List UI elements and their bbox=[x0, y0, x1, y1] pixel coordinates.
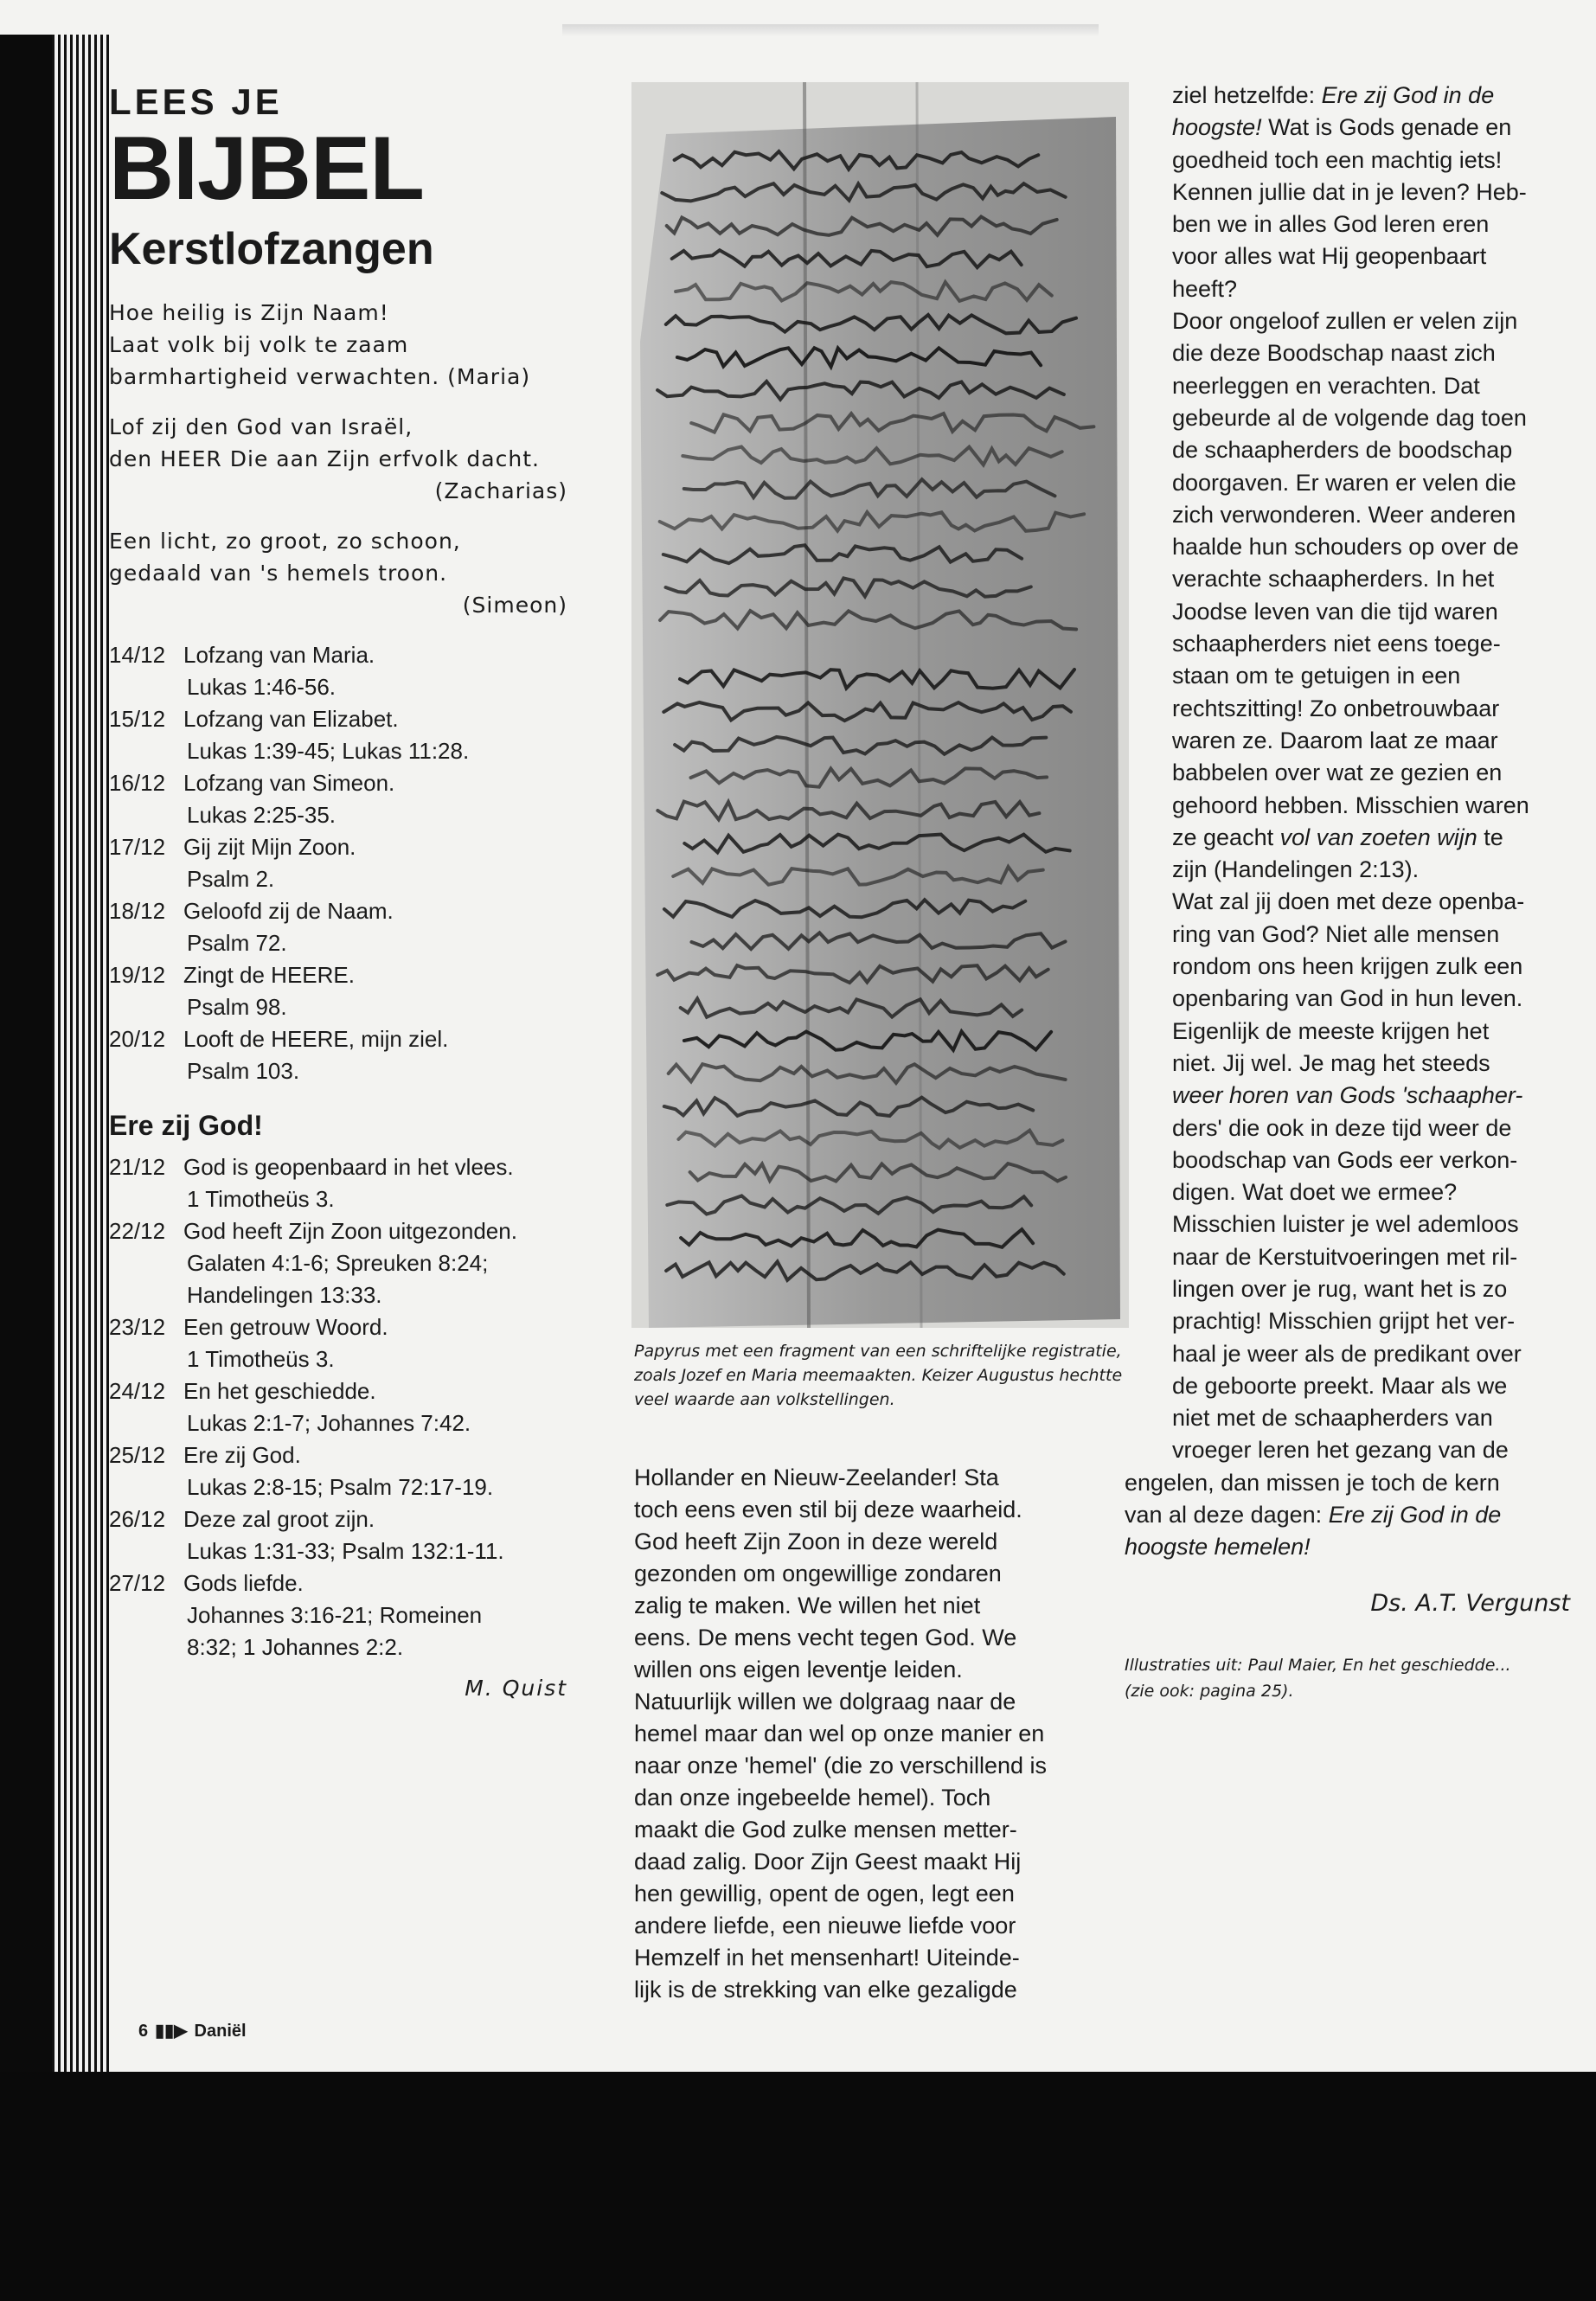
arrow-right-icon: ▮▮▶ bbox=[155, 2022, 188, 2041]
text-line: willen ons eigen leventje leiden. bbox=[634, 1657, 963, 1682]
text-line: eens. De mens vecht tegen God. We bbox=[634, 1625, 1017, 1650]
author-signature-2: Ds. A.T. Vergunst bbox=[1370, 1590, 1570, 1617]
reading-schedule-2 bbox=[109, 1151, 567, 1663]
text-line: vroeger leren het gezang van de bbox=[1172, 1437, 1509, 1464]
text-line: rondom ons heen krijgen zulk een bbox=[1172, 953, 1523, 980]
text-line: Joodse leven van die tijd waren bbox=[1172, 598, 1498, 625]
section-kicker: LEES JE bbox=[109, 81, 283, 122]
reading-reference: 1 Timotheüs 3. bbox=[187, 1346, 335, 1372]
text-line: hemel maar dan wel op onze manier en bbox=[634, 1721, 1045, 1747]
magazine-name: Daniël bbox=[194, 2022, 247, 2041]
reading-item bbox=[109, 895, 567, 959]
poem-line: den HEER Die aan Zijn erfvolk dacht. bbox=[109, 446, 540, 471]
reading-title: Lofzang van Elizabet. bbox=[183, 706, 399, 732]
reading-item bbox=[109, 1215, 567, 1311]
article-subtitle: Kerstlofzangen bbox=[109, 224, 434, 274]
text-line: Hollander en Nieuw-Zeelander! Sta bbox=[634, 1465, 999, 1490]
text-line: Misschien luister je wel ademloos bbox=[1172, 1211, 1519, 1238]
text-line: haal je weer als de predikant over bbox=[1172, 1340, 1522, 1367]
text-line: niet. Jij wel. Je mag het steeds bbox=[1172, 1049, 1490, 1076]
page-footer bbox=[138, 2020, 247, 2041]
reading-body bbox=[183, 1567, 567, 1663]
text-line: andere liefde, een nieuwe liefde voor bbox=[634, 1913, 1016, 1939]
poem bbox=[109, 297, 567, 621]
reading-body bbox=[183, 895, 567, 959]
text-line: engelen, dan missen je toch de kern bbox=[1125, 1469, 1500, 1496]
right-column-text bbox=[1125, 80, 1579, 1564]
text-line: digen. Wat doet we ermee? bbox=[1172, 1179, 1458, 1206]
text-line: prachtig! Misschien grijpt het ver- bbox=[1172, 1308, 1516, 1335]
reading-title: Zingt de HEERE. bbox=[183, 962, 355, 988]
reading-reference: Psalm 72. bbox=[187, 930, 287, 956]
text-line: lingen over je rug, want het is zo bbox=[1172, 1275, 1508, 1302]
text-line: daad zalig. Door Zijn Geest maakt Hij bbox=[634, 1849, 1022, 1875]
reading-body bbox=[183, 1151, 567, 1215]
reading-date: 22/12 bbox=[109, 1218, 166, 1244]
reading-reference: Lukas 1:46-56. bbox=[187, 674, 337, 700]
reading-item bbox=[109, 639, 567, 703]
reading-reference: Lukas 1:31-33; Psalm 132:1-11. bbox=[187, 1538, 504, 1564]
text-line: haalde hun schouders op over de bbox=[1172, 534, 1519, 561]
reading-reference: 1 Timotheüs 3. bbox=[187, 1186, 335, 1212]
reading-title: Geloofd zij de Naam. bbox=[183, 898, 394, 924]
text-line: schaapherders niet eens toege- bbox=[1172, 631, 1501, 657]
reading-body bbox=[183, 767, 567, 831]
text-line: rechtszitting! Zo onbetrouwbaar bbox=[1172, 695, 1500, 721]
reading-item bbox=[109, 1503, 567, 1567]
text-line: toch eens even stil bij deze waarheid. bbox=[634, 1497, 1022, 1522]
reading-reference: Lukas 1:39-45; Lukas 11:28. bbox=[187, 738, 470, 764]
reading-title: Een getrouw Woord. bbox=[183, 1314, 388, 1340]
reading-reference: Psalm 103. bbox=[187, 1058, 300, 1084]
reading-reference: Galaten 4:1-6; Spreuken 8:24; bbox=[187, 1250, 489, 1276]
reading-item bbox=[109, 1311, 567, 1375]
reading-title: Deze zal groot zijn. bbox=[183, 1506, 375, 1532]
scan-border bbox=[0, 2072, 1596, 2301]
reading-title: Ere zij God. bbox=[183, 1442, 301, 1468]
poem-stanza-maria bbox=[109, 297, 567, 393]
left-column bbox=[109, 82, 567, 1701]
reading-body bbox=[183, 1215, 567, 1311]
page-stack-edge bbox=[52, 35, 109, 2076]
photo-caption: Papyrus met een fragment van een schriftelijke registratie, zoals Jozef en Maria meemaakten. Keizer Augustus hechtte veel waarde aan volkstellingen. bbox=[634, 1342, 1123, 1409]
text-line: zich verwonderen. Weer anderen bbox=[1172, 501, 1516, 528]
reading-item bbox=[109, 767, 567, 831]
illustration-credits bbox=[1125, 1652, 1566, 1704]
reading-item bbox=[109, 1567, 567, 1663]
text-line: babbelen over wat ze gezien en bbox=[1172, 760, 1503, 786]
credits-line: Illustraties uit: Paul Maier, En het geschiedde... bbox=[1125, 1656, 1511, 1675]
reading-date: 23/12 bbox=[109, 1314, 166, 1340]
page-shadow bbox=[562, 24, 1099, 36]
poem-credit: (Zacharias) bbox=[434, 478, 567, 503]
text-line: hoogste hemelen! bbox=[1125, 1534, 1311, 1561]
text-line: zijn (Handelingen 2:13). bbox=[1172, 856, 1420, 883]
poem-line: Hoe heilig is Zijn Naam! bbox=[109, 300, 389, 325]
text-line: God heeft Zijn Zoon in deze wereld bbox=[634, 1529, 998, 1554]
reading-date: 14/12 bbox=[109, 642, 166, 668]
text-line: boodschap van Gods eer verkon- bbox=[1172, 1146, 1518, 1173]
poem-line: gedaald van 's hemels troon. bbox=[109, 561, 448, 586]
section-heading: Ere zij God! bbox=[109, 1110, 263, 1141]
reading-date: 16/12 bbox=[109, 770, 166, 796]
reading-reference: 8:32; 1 Johannes 2:2. bbox=[187, 1634, 404, 1660]
poem-line: Laat volk bij volk te zaam bbox=[109, 332, 409, 357]
papyrus-photo bbox=[631, 82, 1129, 1328]
text-line: zalig te maken. We willen het niet bbox=[634, 1593, 981, 1618]
reading-reference: Johannes 3:16-21; Romeinen bbox=[187, 1602, 483, 1628]
reading-title: God heeft Zijn Zoon uitgezonden. bbox=[183, 1218, 517, 1244]
reading-body bbox=[183, 1439, 567, 1503]
reading-body bbox=[183, 1375, 567, 1439]
text-line: hen gewillig, opent de ogen, legt een bbox=[634, 1881, 1015, 1907]
reading-date: 17/12 bbox=[109, 834, 166, 860]
text-line: staan om te getuigen in een bbox=[1172, 663, 1461, 689]
text-line: ders' die ook in deze tijd weer de bbox=[1172, 1114, 1512, 1141]
text-line: van al deze dagen: Ere zij God in de bbox=[1125, 1502, 1502, 1529]
reading-reference: Psalm 98. bbox=[187, 994, 287, 1020]
reading-body bbox=[183, 1311, 567, 1375]
page-number: 6 bbox=[138, 2022, 149, 2041]
text-line: ben we in alles God leren eren bbox=[1172, 211, 1490, 238]
text-line: openbaring van God in hun leven. bbox=[1172, 985, 1523, 1012]
reading-title: Lofzang van Simeon. bbox=[183, 770, 395, 796]
poem-stanza-simeon bbox=[109, 525, 567, 621]
reading-title: En het geschiedde. bbox=[183, 1378, 376, 1404]
text-line: dan onze ingebeelde hemel). Toch bbox=[634, 1785, 991, 1811]
poem-line: Een licht, zo groot, zo schoon, bbox=[109, 529, 461, 554]
text-line: Kennen jullie dat in je leven? Heb- bbox=[1172, 178, 1527, 205]
text-line: goedheid toch een machtig iets! bbox=[1172, 146, 1503, 173]
reading-body bbox=[183, 1023, 567, 1087]
text-line: maakt die God zulke mensen metter- bbox=[634, 1817, 1017, 1843]
reading-date: 18/12 bbox=[109, 898, 166, 924]
reading-item bbox=[109, 959, 567, 1023]
reading-item bbox=[109, 1375, 567, 1439]
text-line: de geboorte preekt. Maar als we bbox=[1172, 1372, 1508, 1399]
reading-date: 25/12 bbox=[109, 1442, 166, 1468]
reading-date: 24/12 bbox=[109, 1378, 166, 1404]
author-signature: M. Quist bbox=[465, 1676, 567, 1701]
text-line: naar onze 'hemel' (die zo verschillend is bbox=[634, 1753, 1048, 1779]
reading-body bbox=[183, 959, 567, 1023]
text-line: waren ze. Daarom laat ze maar bbox=[1172, 727, 1498, 753]
reading-date: 26/12 bbox=[109, 1506, 166, 1532]
reading-title: Gods liefde. bbox=[183, 1570, 304, 1596]
text-line: naar de Kerstuitvoeringen met ril- bbox=[1172, 1243, 1518, 1270]
reading-item bbox=[109, 703, 567, 767]
text-line: weer horen van Gods 'schaapher- bbox=[1172, 1082, 1523, 1109]
text-line: doorgaven. Er waren er velen die bbox=[1172, 469, 1516, 496]
reading-date: 20/12 bbox=[109, 1026, 166, 1052]
reading-item bbox=[109, 831, 567, 895]
middle-column-text bbox=[634, 1462, 1093, 2006]
reading-title: God is geopenbaard in het vlees. bbox=[183, 1154, 514, 1180]
reading-title: Gij zijt Mijn Zoon. bbox=[183, 834, 356, 860]
text-line: ze geacht vol van zoeten wijn te bbox=[1172, 824, 1503, 850]
text-line: gehoord hebben. Misschien waren bbox=[1172, 792, 1529, 818]
reading-item bbox=[109, 1151, 567, 1215]
text-line: verachte schaapherders. In het bbox=[1172, 566, 1495, 593]
reading-body bbox=[183, 703, 567, 767]
text-line: heeft? bbox=[1172, 275, 1238, 302]
reading-reference: Lukas 2:8-15; Psalm 72:17-19. bbox=[187, 1474, 494, 1500]
reading-date: 19/12 bbox=[109, 962, 166, 988]
reading-body bbox=[183, 831, 567, 895]
binding-edge bbox=[0, 35, 52, 2076]
text-line: niet met de schaapherders van bbox=[1172, 1405, 1493, 1432]
credits-line: (zie ook: pagina 25). bbox=[1125, 1682, 1294, 1701]
reading-schedule bbox=[109, 639, 567, 1087]
text-line: Wat zal jij doen met deze openba- bbox=[1172, 888, 1525, 915]
reading-body bbox=[183, 1503, 567, 1567]
text-line: gebeurde al de volgende dag toen bbox=[1172, 404, 1527, 431]
text-line: Hemzelf in het mensenhart! Uiteinde- bbox=[634, 1945, 1020, 1971]
reading-body bbox=[183, 639, 567, 703]
text-line: de schaapherders de boodschap bbox=[1172, 437, 1513, 464]
text-line: hoogste! Wat is Gods genade en bbox=[1172, 114, 1512, 141]
reading-reference: Lukas 2:25-35. bbox=[187, 802, 337, 828]
reading-reference: Lukas 2:1-7; Johannes 7:42. bbox=[187, 1410, 471, 1436]
poem-credit: (Simeon) bbox=[462, 593, 567, 618]
text-line: Door ongeloof zullen er velen zijn bbox=[1172, 308, 1518, 335]
text-line: Eigenlijk de meeste krijgen het bbox=[1172, 1017, 1490, 1044]
text-line: neerleggen en verachten. Dat bbox=[1172, 372, 1480, 399]
text-line: gezonden om ongewillige zondaren bbox=[634, 1561, 1002, 1586]
reading-title: Looft de HEERE, mijn ziel. bbox=[183, 1026, 449, 1052]
text-line: voor alles wat Hij geopenbaart bbox=[1172, 243, 1487, 270]
text-line: ring van God? Niet alle mensen bbox=[1172, 920, 1500, 947]
reading-reference: Handelingen 13:33. bbox=[187, 1282, 382, 1308]
reading-item bbox=[109, 1023, 567, 1087]
poem-line: Lof zij den God van Israël, bbox=[109, 414, 413, 439]
text-line: lijk is de strekking van elke gezaligde bbox=[634, 1977, 1017, 2003]
reading-date: 21/12 bbox=[109, 1154, 166, 1180]
reading-date: 27/12 bbox=[109, 1570, 166, 1596]
text-line: ziel hetzelfde: Ere zij God in de bbox=[1172, 82, 1495, 108]
reading-title: Lofzang van Maria. bbox=[183, 642, 375, 668]
section-title: BIJBEL bbox=[109, 119, 424, 219]
poem-stanza-zacharias bbox=[109, 411, 567, 507]
poem-line: barmhartigheid verwachten. (Maria) bbox=[109, 364, 531, 389]
reading-reference: Psalm 2. bbox=[187, 866, 275, 892]
text-line: die deze Boodschap naast zich bbox=[1172, 340, 1496, 367]
text-line: Natuurlijk willen we dolgraag naar de bbox=[634, 1689, 1016, 1715]
reading-date: 15/12 bbox=[109, 706, 166, 732]
reading-item bbox=[109, 1439, 567, 1503]
